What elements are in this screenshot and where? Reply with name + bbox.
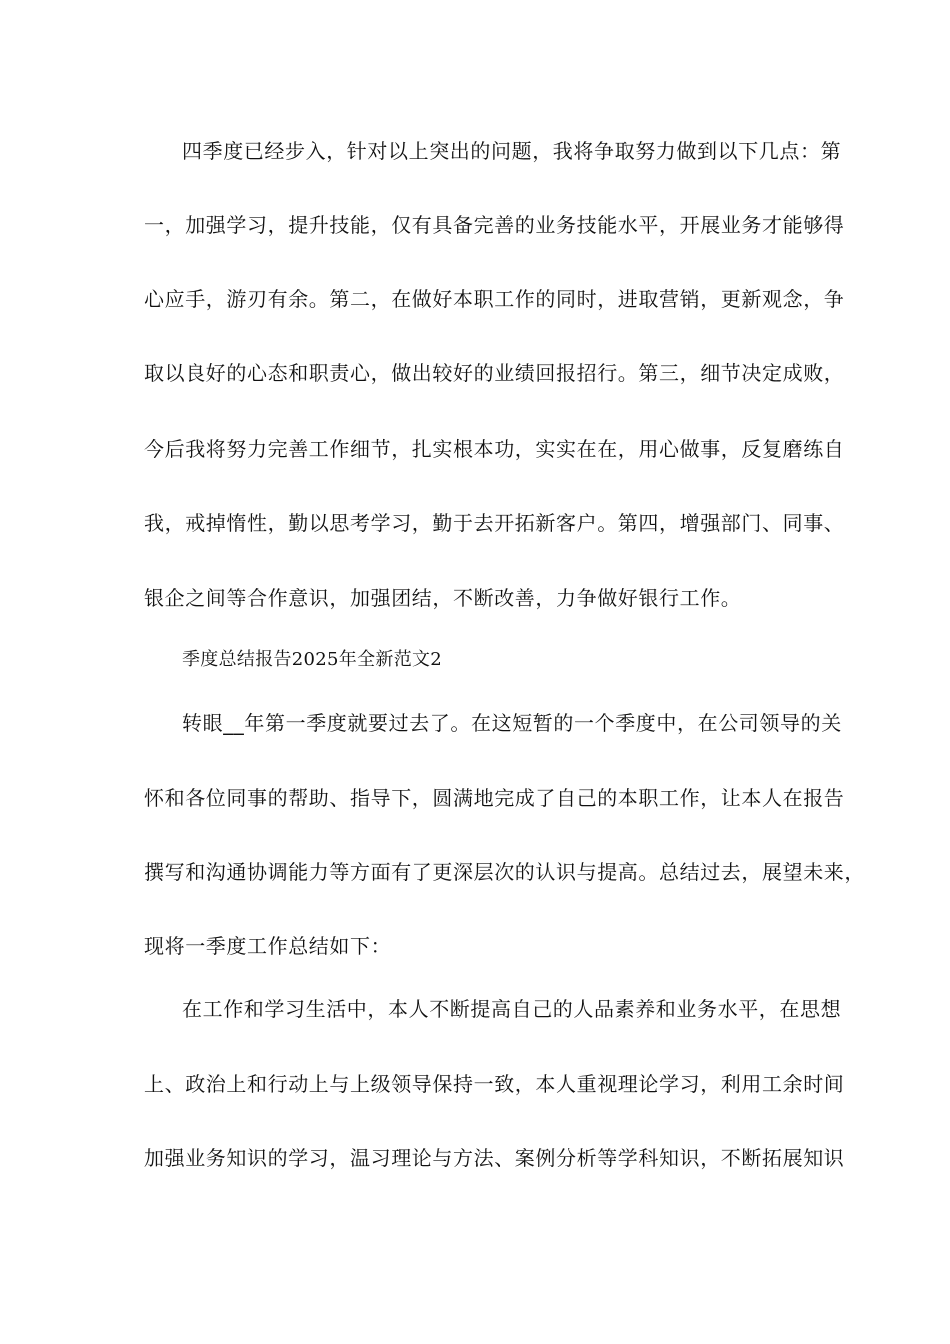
- paragraph-2-line-1: 转眼__年第一季度就要过去了。在这短暂的一个季度中，在公司领导的关: [182, 711, 842, 735]
- paragraph-1-line-3: 心应手，游刃有余。第二，在做好本职工作的同时，进取营销，更新观念，争: [144, 287, 845, 311]
- paragraph-1-line-4: 取以良好的心态和职责心，做出较好的业绩回报招行。第三，细节决定成败，: [144, 361, 845, 385]
- paragraph-2-line-4: 现将一季度工作总结如下：: [144, 934, 392, 958]
- paragraph-2-line-2: 怀和各位同事的帮助、指导下，圆满地完成了自己的本职工作，让本人在报告: [144, 786, 845, 810]
- paragraph-3-line-3: 加强业务知识的学习，温习理论与方法、案例分析等学科知识，不断拓展知识: [144, 1146, 845, 1170]
- section-title: 季度总结报告2025年全新范文2: [182, 649, 443, 670]
- paragraph-3-line-1: 在工作和学习生活中，本人不断提高自己的人品素养和业务水平，在思想: [182, 997, 842, 1021]
- paragraph-1-line-2: 一，加强学习，提升技能，仅有具备完善的业务技能水平，开展业务才能够得: [144, 213, 845, 237]
- paragraph-3-line-2: 上、政治上和行动上与上级领导保持一致，本人重视理论学习，利用工余时间: [144, 1072, 845, 1096]
- paragraph-1-line-7: 银企之间等合作意识，加强团结，不断改善，力争做好银行工作。: [144, 586, 742, 610]
- paragraph-1-line-6: 我，戒掉惰性，勤以思考学习，勤于去开拓新客户。第四，增强部门、同事、: [144, 511, 845, 535]
- paragraph-1-line-5: 今后我将努力完善工作细节，扎实根本功，实实在在，用心做事，反复磨练自: [144, 437, 845, 461]
- paragraph-1-line-1: 四季度已经步入，针对以上突出的问题，我将争取努力做到以下几点：第: [182, 139, 842, 163]
- paragraph-2-line-3: 撰写和沟通协调能力等方面有了更深层次的认识与提高。总结过去，展望未来，: [144, 860, 865, 884]
